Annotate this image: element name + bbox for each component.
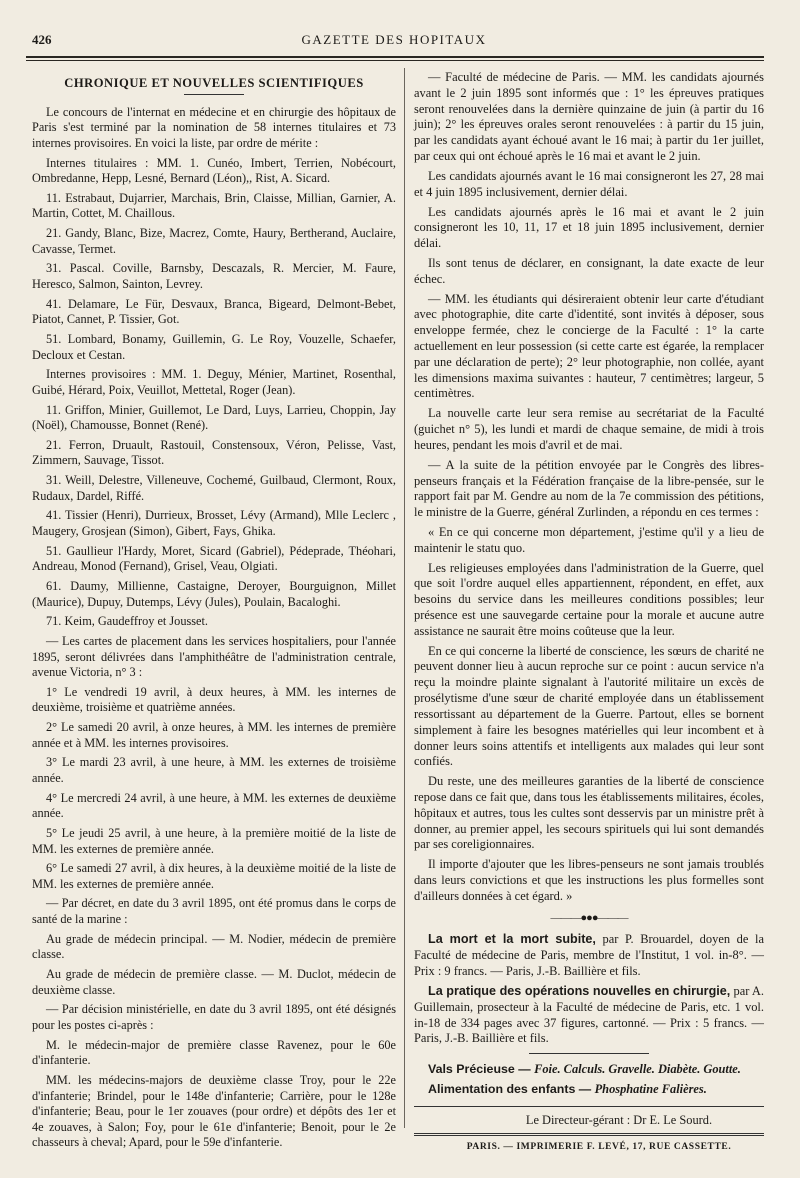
- paragraph: 31. Weill, Delestre, Villeneuve, Cochemé, Guilbaud, Clermont, Roux, Rudaux, Dardel, Riffé.: [32, 473, 396, 503]
- ad-rule: [414, 1106, 764, 1107]
- paragraph: 51. Lombard, Bonamy, Guillemin, G. Le Roy, Vouzelle, Schaefer, Decloux et Cestan.: [32, 331, 396, 362]
- paragraph: La nouvelle carte leur sera remise au secrétariat de la Faculté (guichet n° 5), les lundi et mardi de chaque semaine, de midi à trois heures, pendant les mois d'avril et de mai.: [414, 406, 764, 452]
- paragraph: 3° Le mardi 23 avril, à une heure, à MM. les externes de troisième année.: [32, 755, 396, 785]
- title-rule: [184, 94, 244, 95]
- paragraph: 5° Le jeudi 25 avril, à une heure, à la première moitié de la liste de MM. les externes de première année.: [32, 825, 396, 856]
- paragraph: « En ce qui concerne mon département, j'estime qu'il y a lieu de maintenir le statu quo.: [414, 524, 764, 555]
- right-column: [414, 70, 764, 1155]
- separator-rule: [529, 1053, 649, 1054]
- advertisement: [414, 1082, 764, 1098]
- paragraph: Internes provisoires : MM. 1. Deguy, Ménier, Martinet, Rosenthal, Guibé, Hérard, Poix, Veuillot, Mettetal, Roger (Jean).: [32, 367, 396, 397]
- signature: Le Directeur-gérant : Dr E. Le Sourd.: [525, 1112, 713, 1127]
- paragraph: — Par décision ministérielle, en date du 3 avril 1895, ont été désignés pour les postes ci-après :: [32, 1002, 396, 1032]
- paragraph: 41. Delamare, Le Für, Desvaux, Branca, Bigeard, Delmont-Bebet, Piatot, Cannet, P. Tissier, Got.: [32, 296, 396, 327]
- paragraph: 31. Pascal. Coville, Barnsby, Descazals, R. Mercier, M. Faure, Heresco, Salmon, Sainton, Levrey.: [32, 261, 396, 292]
- page-number: 426: [32, 32, 52, 47]
- ad-name: Vals Précieuse —: [428, 1062, 535, 1077]
- paragraph: — Par décret, en date du 3 avril 1895, ont été promus dans le corps de santé de la marine :: [32, 896, 396, 927]
- paragraph: 21. Gandy, Blanc, Bize, Macrez, Comte, Haury, Bertherand, Auclaire, Cavasse, Termet.: [32, 226, 396, 256]
- paragraph: 11. Griffon, Minier, Guillemot, Le Dard, Luys, Larrieu, Choppin, Jay (Noël), Chamousse, Bonnet (René).: [32, 402, 396, 433]
- paragraph: Le concours de l'internat en médecine et en chirurgie des hôpitaux de Paris s'est terminé par la nomination de 58 internes titulaires et 73 internes provisoires. En voici la liste, par ordre de mérite :: [32, 104, 396, 150]
- paragraph: 6° Le samedi 27 avril, à dix heures, à la deuxième moitié de la liste de MM. les externes de première année.: [32, 861, 396, 891]
- paragraph: Au grade de médecin de première classe. — M. Duclot, médecin de deuxième classe.: [32, 967, 396, 997]
- paragraph: MM. les médecins-majors de deuxième classe Troy, pour le 22e d'infanterie; Brindel, pour le 148e d'infanterie; Carrière, pour le 128e d'infanterie; Beau, pour le 1er zouaves (pour ordre) et dépôts des 1er et 4e zouaves, à Salon; Foy, pour le 61e d'infanterie; Benoit, pour le 2e chasseurs à cheval; Apard, pour le 59e d'infanterie.: [32, 1072, 396, 1150]
- paragraph: Les candidats ajournés avant le 16 mai consigneront les 27, 28 mai et 4 juin 1895 inclusivement, dernier délai.: [414, 168, 764, 199]
- ornament-separator: ———●●●———: [550, 911, 628, 924]
- paragraph: Il importe d'ajouter que les libres-penseurs ne sont jamais troublés dans leurs convictions et que les instructions les plus formelles sont d'ailleurs données à cet égard. »: [414, 857, 764, 903]
- book-details: par P. Brouardel, doyen de la Faculté de médecine de Paris, membre de l'Institut, 1 vol. in-8°. — Prix : 9 francs. — Paris, J.-B. Baillière et fils.: [414, 932, 764, 979]
- paragraph: 21. Ferron, Druault, Rastouil, Constensoux, Véron, Pelisse, Vast, Zimmern, Sauvage, Tissot.: [32, 437, 396, 468]
- paragraph: 61. Daumy, Millienne, Castaigne, Deroyer, Bourguignon, Millet (Maurice), Dupuy, Dutemps, Lévy (Jules), Poulain, Bacaloghi.: [32, 578, 396, 609]
- running-title: GAZETTE DES HOPITAUX: [301, 32, 487, 47]
- column-divider: [404, 68, 405, 1128]
- ad-text: Foie. Calculs. Gravelle. Diabète. Goutte.: [534, 1062, 741, 1077]
- ad-text: Phosphatine Falières.: [594, 1081, 707, 1096]
- paragraph: M. le médecin-major de première classe Ravenez, pour le 60e d'infanterie.: [32, 1037, 396, 1068]
- advertisement: [414, 1062, 764, 1078]
- paragraph: Les candidats ajournés après le 16 mai et avant le 2 juin consigneront les 10, 11, 17 et 18 juin 1895 inclusivement, dernier délai.: [414, 204, 764, 251]
- paragraph: En ce qui concerne la liberté de conscience, les sœurs de charité ne peuvent donner lieu à aucun reproche sur ce point : aucun service n'a reçu la moindre plainte signalant à l'autorité militaire un excès de prosélytisme d'une sœur de charité employée dans un établissement ressortissant au département de la Guerre. Partout, elles se bornent simplement à faire les besognes matérielles qui leur incombent et à donner leurs soins attentifs et intelligents aux malades qui leur sont confiés.: [414, 643, 764, 769]
- page-header: [26, 30, 762, 52]
- paragraph: Les religieuses employées dans l'administration de la Guerre, quel que soit l'ordre auquel elles appartiennent, répondent, en effet, aux besoins du service dans les meilleures conditions possibles; leur présence est une sauvegarde certaine pour la morale et aucune autre assistance ne saurait être moins coûteuse que la leur.: [414, 560, 764, 638]
- paragraph: — A la suite de la pétition envoyée par le Congrès des libres-penseurs français et la Fédération française de la libre-pensée, sur le rapport fait par M. Gendre au nom de la 7e commission des pétitions, le ministre de la Guerre, général Zurlinden, a répondu en ces termes :: [414, 457, 764, 520]
- paragraph: Au grade de médecin principal. — M. Nodier, médecin de première classe.: [32, 931, 396, 962]
- header-rule: [26, 56, 764, 58]
- header-rule-thin: [26, 60, 764, 61]
- left-column: [32, 70, 396, 1155]
- paragraph: 71. Keim, Gaudeffroy et Jousset.: [46, 614, 208, 629]
- book-title: La pratique des opérations nouvelles en chirurgie,: [428, 983, 731, 998]
- ad-name: Alimentation des enfants —: [428, 1081, 595, 1096]
- book-notice: [414, 932, 764, 979]
- paragraph: 4° Le mercredi 24 avril, à une heure, à MM. les externes de deuxième année.: [32, 790, 396, 821]
- paragraph: 2° Le samedi 20 avril, à onze heures, à MM. les internes de première année et à MM. les internes provisoires.: [32, 720, 396, 750]
- paragraph: 51. Gaullieur l'Hardy, Moret, Sicard (Gabriel), Pédeprade, Théohari, Andreau, Monod (Fernand), Grisel, Veau, Olgiati.: [32, 543, 396, 574]
- paragraph: 41. Tissier (Henri), Durrieux, Brosset, Lévy (Armand), Mlle Leclerc , Maugery, Grosjean (Simon), Gibert, Fays, Ghika.: [32, 508, 396, 539]
- paragraph: 1° Le vendredi 19 avril, à deux heures, à MM. les internes de deuxième, troisième et quatrième années.: [32, 684, 396, 715]
- paragraph: — MM. les étudiants qui désireraient obtenir leur carte d'étudiant avec photographie, dite carte d'identité, sont invités à déposer, sous enveloppe fermée, chez le concierge de la Faculté : 1° la carte actuellement en leur possession (si cette carte est égarée, la remplacer par une déclaration de perte); 2° leur photographie, non collée, ayant les dimensions maxima suivantes : hauteur, 7 centimètres; largeur, 5 centimètres.: [414, 291, 764, 401]
- imprint: PARIS. — IMPRIMERIE F. LEVÉ, 17, RUE CASSETTE.: [466, 1141, 732, 1152]
- double-rule: [414, 1133, 764, 1136]
- paragraph: Ils sont tenus de déclarer, en consignant, la date exacte de leur échec.: [414, 255, 764, 286]
- book-details: par A. Guillemain, prosecteur à la Faculté de médecine de Paris, etc. 1 vol. in-18 de 334 pages avec 37 figures, cartonné. — Prix : 5 francs. — Paris, J.-B. Baillière et fils.: [414, 983, 765, 1046]
- paragraph: — Les cartes de placement dans les services hospitaliers, pour l'année 1895, seront délivrées dans l'amphithéâtre de l'administration centrale, avenue Victoria, n° 3 :: [32, 633, 396, 680]
- paragraph: 11. Estrabaut, Dujarrier, Marchais, Brin, Claisse, Millian, Garnier, A. Martin, Cottet, M. Chaillous.: [32, 190, 396, 221]
- book-notice: [414, 984, 764, 1047]
- section-title: CHRONIQUE ET NOUVELLES SCIENTIFIQUES: [64, 76, 364, 90]
- paragraph: Internes titulaires : MM. 1. Cunéo, Imbert, Terrien, Nobécourt, Ombredanne, Hepp, Lesné, Bernard (Léon),, Rist, A. Sicard.: [32, 155, 396, 186]
- paragraph: — Faculté de médecine de Paris. — MM. les candidats ajournés avant le 2 juin 1895 sont informés que : 1° les épreuves pratiques seront renouvelées dans la dernière quinzaine de juin (à partir du 16 juin); 2° les épreuves orales seront renouvelées : à partir du 15 juin, par les candidats ayant échoué avant le 16 mai; à partir du 1er juillet, par ceux qui ont échoué après le 16 mai et avant le 2 juin.: [414, 70, 764, 164]
- book-title: La mort et la mort subite,: [428, 932, 596, 947]
- paragraph: Du reste, une des meilleures garanties de la liberté de conscience repose dans ce fait que, dans tous les établissements militaires, écoles, hôpitaux et autres, tous les cultes sont desservis par un ministre prêt à donner, au premier appel, les secours spirituels qui lui sont demandés par ses coreligionnaires.: [414, 774, 764, 852]
